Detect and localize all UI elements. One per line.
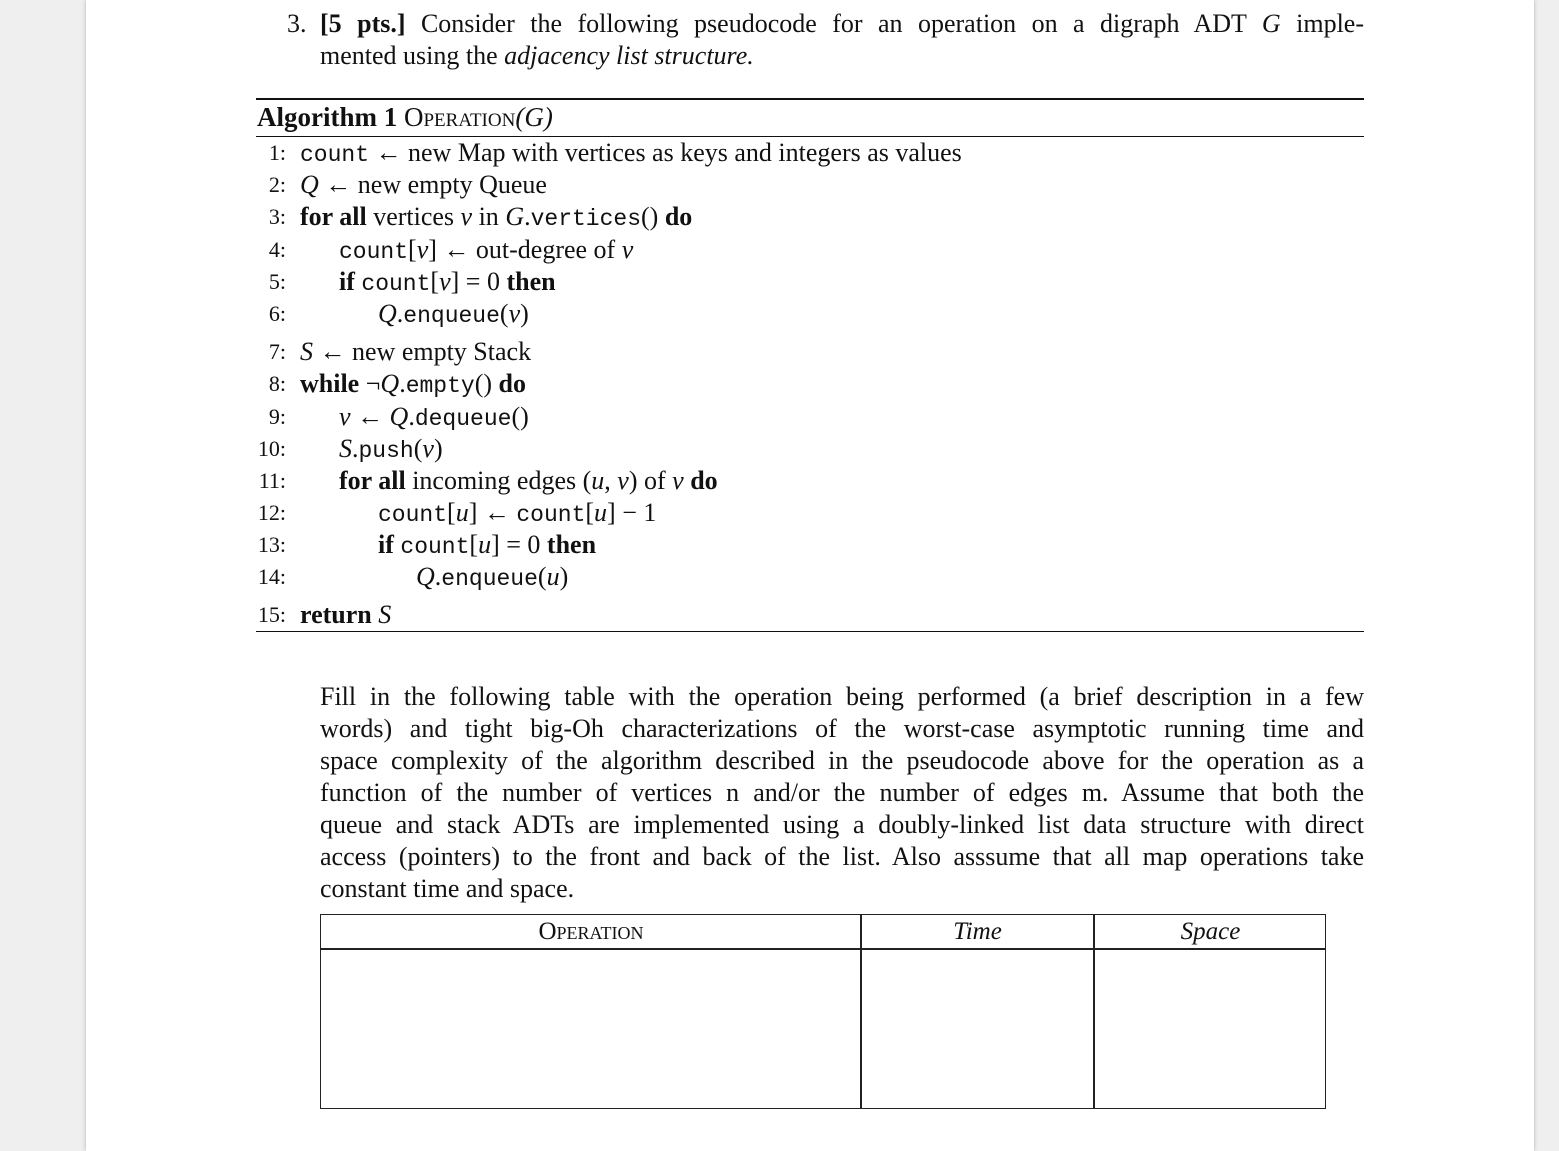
space-answer-cell[interactable] [1095,950,1326,1108]
line-number: 14: [257,564,286,589]
question-number: 3. [287,9,307,38]
algorithm-header [257,100,553,134]
line-number: 4: [268,237,286,262]
instructions-paragraph [320,681,1364,905]
question-text-2: mented using the [320,41,498,70]
instructions-line: Fill in the following table with the operation being performed (a brief description in a few [320,682,1364,711]
line-number: 1: [268,140,286,165]
instructions-line: space complexity of the algorithm described in the pseudocode above for the operation as a [320,746,1364,775]
line-number: 11: [258,468,286,493]
algorithm-label: Algorithm 1 [257,102,398,132]
code-line-4: count[v] ← out-degree of v [339,235,634,265]
code-line-5: if count[v] = 0 then [339,267,556,297]
question-line-1 [320,8,1364,40]
header-space: Space [1180,918,1241,945]
line-number: 9: [268,404,286,429]
code-line-13: if count[u] = 0 then [378,530,597,560]
line-number: 15: [257,602,286,627]
algorithm-bottom-rule [256,631,1364,632]
instructions-line: access (pointers) to the front and back of the list. Also asssume that all map operations take [320,842,1364,871]
code-line-15: return S [300,600,392,629]
operation-answer-cell[interactable] [321,950,860,1108]
code-line-8: while ¬Q.empty() do [300,369,526,399]
code-line-9: v ← Q.dequeue() [339,402,529,432]
code-line-10: S.push(v) [339,434,443,464]
algorithm-arg: (G) [515,102,553,132]
line-number: 3: [268,204,286,229]
instructions-line: words) and tight big-Oh characterizations of the worst-case asymptotic running time and [320,714,1364,743]
line-number: 7: [268,339,286,364]
instructions-line: constant time and space. [320,874,575,903]
code-line-7: S ← new empty Stack [300,337,532,366]
line-number: 5: [268,269,286,294]
instructions-line: function of the number of vertices n and/or the number of edges m. Assume that both the [320,778,1364,807]
line-number: 10: [257,436,286,461]
algorithm-name: Operation [403,102,516,132]
instructions-line: queue and stack ADTs are implemented using a doubly-linked list data structure with direct [320,810,1364,839]
question-text-1-tail: imple- [1296,9,1365,38]
line-number: 8: [268,371,286,396]
code-line-14: Q.enqueue(u) [416,562,569,592]
line-number: 12: [257,500,286,525]
line-number: 13: [257,532,286,557]
answer-table [320,914,1326,1109]
header-operation: Operation [538,918,644,945]
question-emphasis: adjacency list structure. [504,41,754,70]
time-answer-cell[interactable] [862,950,1093,1108]
question-points: [5 pts.] [320,9,406,38]
code-line-12: count[u] ← count[u] − 1 [378,498,657,528]
code-line-2: Q ← new empty Queue [300,170,547,199]
question-line-2 [320,40,754,72]
code-line-3: for all vertices v in G.vertices() do [300,202,693,232]
code-line-11: for all incoming edges (u, v) of v do [339,466,718,495]
question-text-1: Consider the following pseudocode for an operation on a digraph ADT [420,9,1247,38]
question-var-g: G [1261,9,1281,38]
line-number: 6: [268,301,286,326]
code-line-1: count ← new Map with vertices as keys and integers as values [300,138,962,168]
code-line-6: Q.enqueue(v) [378,299,529,329]
line-number: 2: [268,172,286,197]
header-time: Time [953,918,1002,945]
